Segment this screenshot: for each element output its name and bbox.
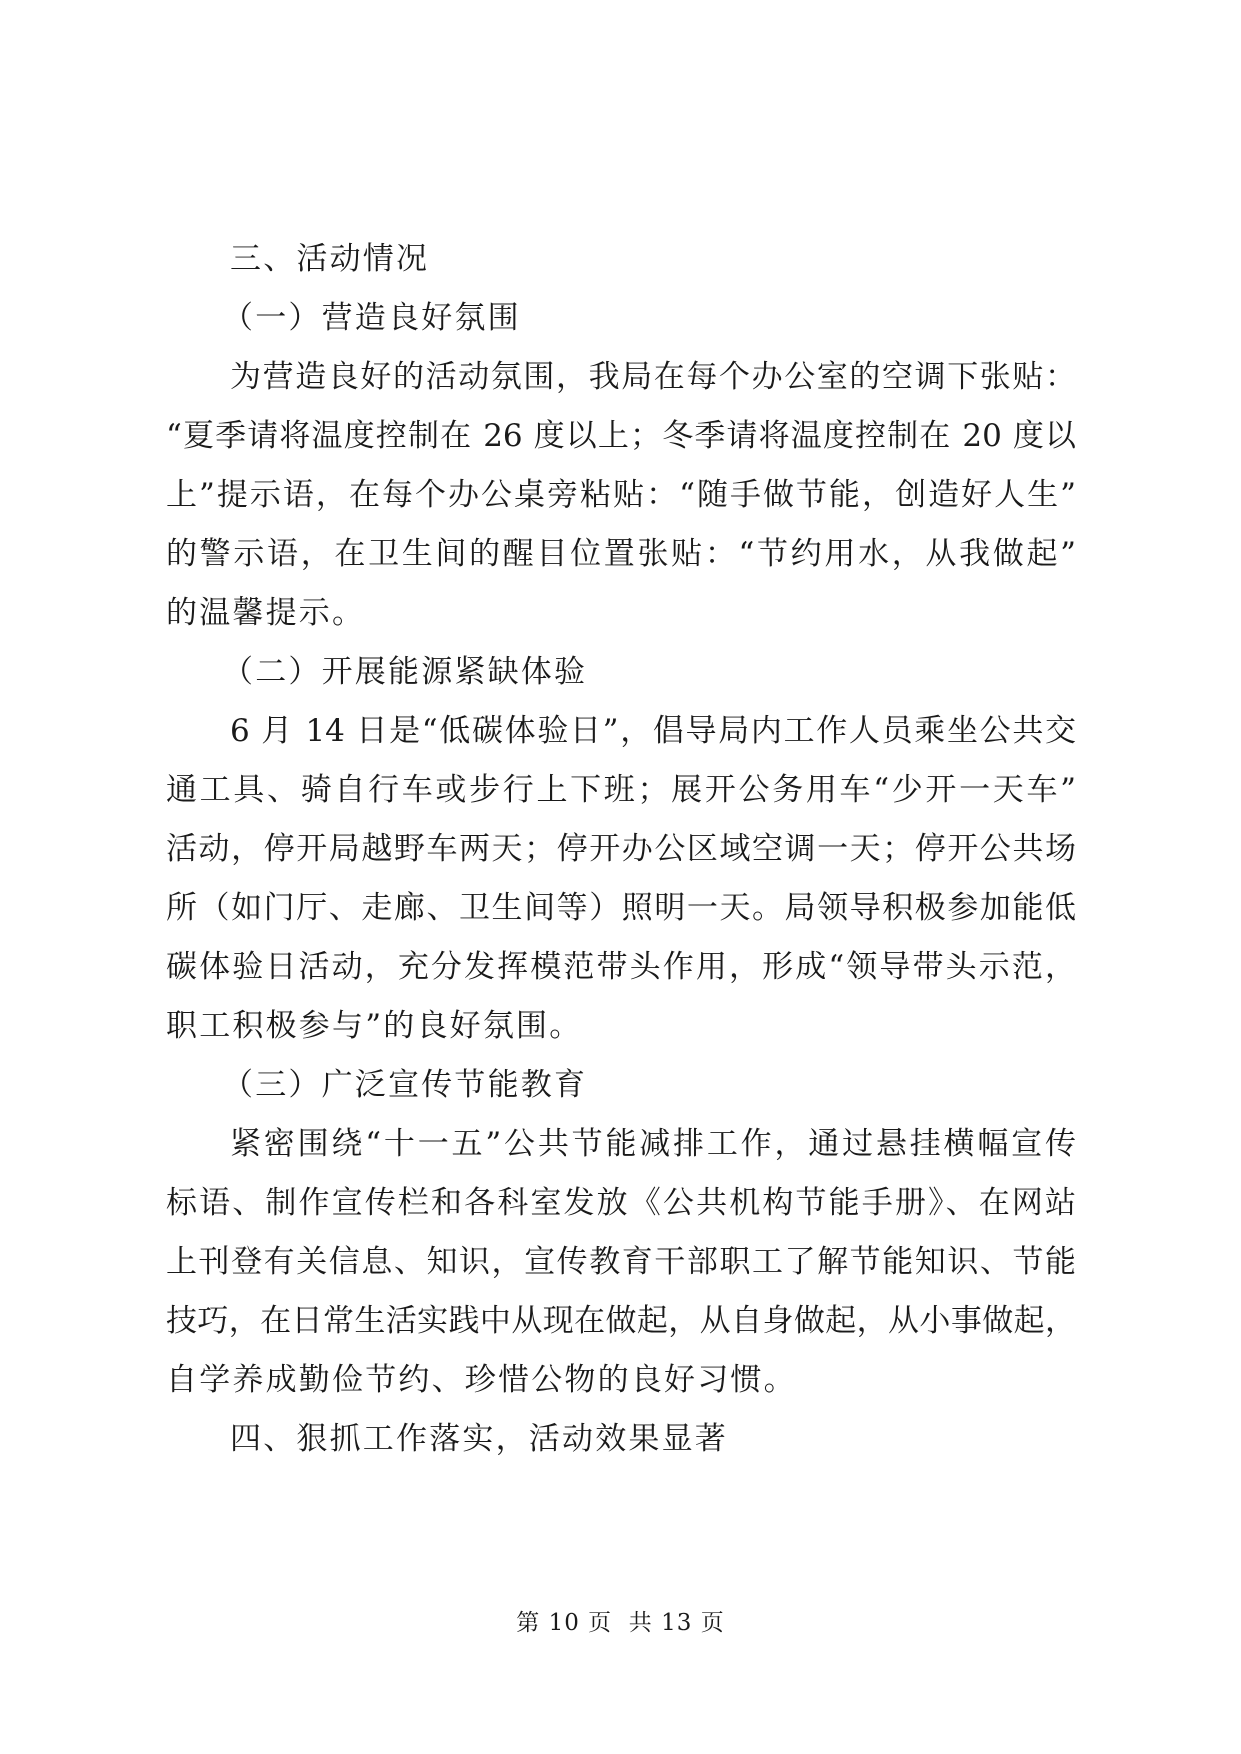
paragraph-line: 碳体验日活动，充分发挥模范带头作用，形成“领导带头示范， [166,949,1076,985]
subsection-heading: （二）开展能源紧缺体验 [222,654,588,690]
paragraph-line: “夏季请将温度控制在 26 度以上；冬季请将温度控制在 20 度以 [166,418,1076,454]
paragraph-line: 紧密围绕“十一五”公共节能减排工作，通过悬挂横幅宣传 [230,1126,1076,1162]
paragraph-line: 为营造良好的活动氛围，我局在每个办公室的空调下张贴： [230,359,1076,395]
paragraph [166,1115,1076,1410]
paragraph [166,348,1076,643]
section-heading: 四、狠抓工作落实，活动效果显著 [230,1421,728,1457]
paragraph-line: 技巧，在日常生活实践中从现在做起，从自身做起，从小事做起， [166,1303,1076,1339]
page-footer [0,1604,1241,1637]
page-number: 第 10 页 共 13 页 [516,1610,725,1636]
paragraph-line: 上”提示语，在每个办公桌旁粘贴：“随手做节能，创造好人生” [166,477,1076,513]
paragraph-line: 自学养成勤俭节约、珍惜公物的良好习惯。 [166,1362,797,1398]
paragraph-line: 的警示语，在卫生间的醒目位置张贴：“节约用水，从我做起” [166,536,1076,572]
paragraph-line: 所（如门厅、走廊、卫生间等）照明一天。局领导积极参加能低 [166,890,1076,926]
paragraph [166,702,1076,1056]
paragraph-line: 通工具、骑自行车或步行上下班；展开公务用车“少开一天车” [166,772,1076,808]
paragraph-line: 6 月 14 日是“低碳体验日”，倡导局内工作人员乘坐公共交 [230,713,1076,749]
paragraph-line: 的温馨提示。 [166,595,366,631]
paragraph-line: 标语、制作宣传栏和各科室发放《公共机构节能手册》、在网站 [166,1185,1076,1221]
paragraph-line: 上刊登有关信息、知识，宣传教育干部职工了解节能知识、节能 [166,1244,1076,1280]
subsection-heading: （一）营造良好氛围 [222,300,521,336]
paragraph-line: 活动，停开局越野车两天；停开办公区域空调一天；停开公共场 [166,831,1076,867]
section-heading: 三、活动情况 [230,241,430,277]
paragraph-line: 职工积极参与”的良好氛围。 [166,1008,583,1044]
subsection-heading: （三）广泛宣传节能教育 [222,1067,588,1103]
document-body [166,230,1076,1469]
